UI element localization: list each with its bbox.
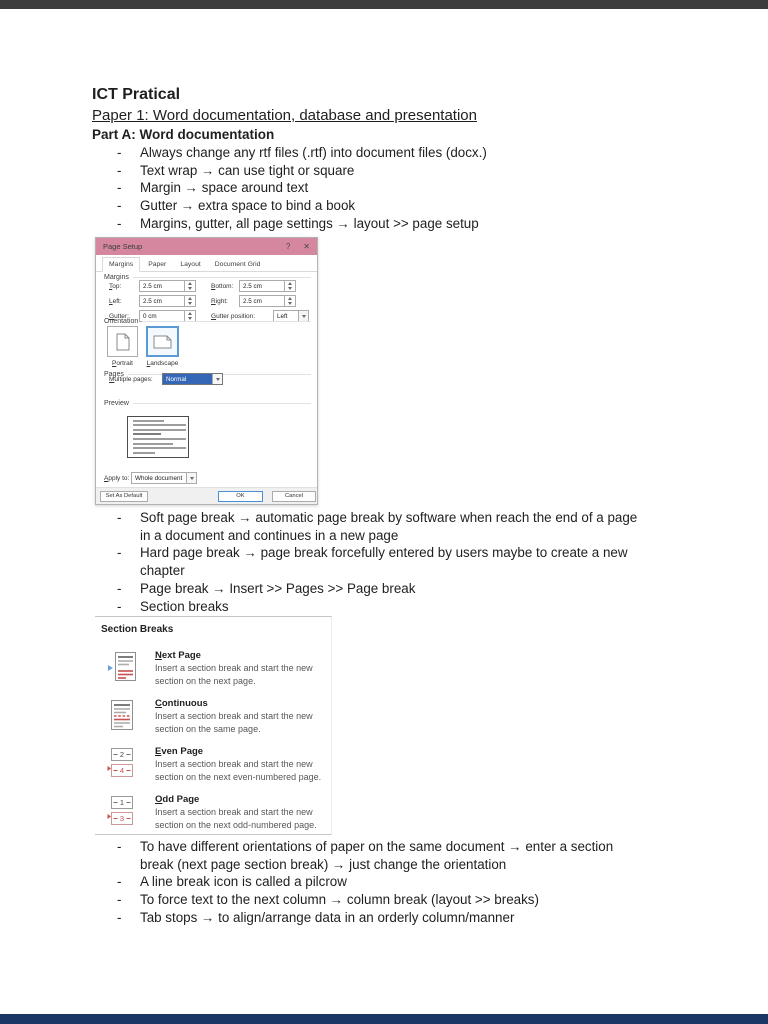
list-item (92, 162, 487, 180)
apply-to-dropdown[interactable] (131, 472, 197, 484)
paper-subtitle: Paper 1: Word documentation, database and presentation (92, 107, 477, 124)
menu-item-description: Insert a section break and start the new (155, 807, 313, 817)
bullet-text: To have different orientations of paper on the same document → enter a section (140, 839, 614, 854)
spinner-icon[interactable] (184, 281, 195, 291)
multiple-pages-value: Normal (163, 374, 212, 384)
landscape-label: Landscape (146, 360, 179, 367)
bullet-text: Section breaks (140, 598, 229, 614)
bullet-text: To force text to the next column → column break (layout >> breaks) (140, 892, 539, 908)
multiple-pages-dropdown[interactable] (162, 373, 223, 385)
menu-item-odd-page[interactable] (95, 794, 331, 840)
bullet-text: Margin → space around text (140, 180, 309, 196)
ok-button[interactable]: OK (218, 491, 263, 502)
bullet-text: Text wrap → can use tight or square (140, 162, 355, 178)
bullet-dash: - (117, 215, 122, 231)
bullet-text: A line break icon is called a pilcrow (140, 874, 347, 890)
page-title: ICT Pratical (92, 86, 181, 103)
margins-group-header: Margins (104, 274, 311, 281)
dialog-tab-strip (96, 255, 317, 272)
top-margin-input[interactable] (139, 280, 196, 292)
bullet-text: Tab stops → to align/arrange data in an orderly column/manner (140, 909, 515, 925)
right-margin-label: Right: (211, 298, 228, 305)
next-page-break-icon (107, 651, 137, 683)
menu-item-description: section on the next odd-numbered page. (155, 820, 317, 830)
dialog-title-bar[interactable] (96, 238, 317, 255)
left-margin-value: 2.5 cm (143, 298, 162, 305)
bullet-dash: - (117, 145, 122, 160)
bullet-list-2 (92, 509, 637, 615)
menu-item-label: Continuous (155, 698, 208, 709)
menu-item-description: Insert a section break and start the new (155, 711, 313, 721)
bullet-dash: - (117, 162, 122, 178)
even-page-top-number: 2 (119, 750, 125, 759)
bullet-dash: - (117, 180, 122, 196)
bullet-text: chapter (140, 563, 185, 579)
odd-page-break-icon (107, 795, 137, 827)
menu-item-continuous[interactable] (95, 698, 331, 744)
cancel-button[interactable]: Cancel (272, 491, 316, 502)
portrait-page-icon (116, 333, 130, 351)
continuous-break-icon (107, 699, 137, 731)
bottom-margin-input[interactable] (239, 280, 296, 292)
list-item (92, 144, 487, 162)
gutter-position-label: Gutter position: (211, 313, 256, 320)
section-breaks-heading: Section Breaks (101, 624, 174, 635)
bullet-text: in a document and continues in a new page (140, 527, 399, 543)
right-margin-value: 2.5 cm (243, 298, 262, 305)
bullet-dash: - (117, 545, 122, 561)
left-margin-input[interactable] (139, 295, 196, 307)
menu-item-description: section on the next even-numbered page. (155, 772, 322, 782)
pages-group-header: Pages (104, 371, 311, 378)
spinner-icon[interactable] (184, 296, 195, 306)
top-margin-label: Top: (109, 283, 122, 290)
apply-to-value: Whole document (135, 475, 183, 482)
page-setup-dialog (95, 237, 318, 505)
list-item (92, 838, 613, 873)
top-edge-bar (0, 0, 768, 9)
top-margin-value: 2.5 cm (143, 283, 162, 290)
list-item (92, 215, 487, 233)
list-item (92, 909, 613, 927)
part-heading: Part A: Word documentation (92, 127, 275, 142)
bullet-dash: - (117, 580, 122, 596)
list-item (92, 544, 637, 579)
set-as-default-button[interactable]: Set As Default (100, 491, 148, 502)
gutter-position-value: Left (277, 313, 288, 320)
portrait-button[interactable] (107, 326, 138, 357)
list-item (92, 598, 637, 616)
bullet-dash: - (117, 510, 122, 525)
bullet-dash: - (117, 892, 122, 908)
dialog-title: Page Setup (103, 242, 143, 251)
multiple-pages-label: Multiple pages: (109, 376, 153, 383)
list-item (92, 179, 487, 197)
bullet-list-3 (92, 838, 613, 927)
spinner-icon[interactable] (284, 281, 295, 291)
bullet-text: Hard page break → page break forcefully entered by users maybe to create a new (140, 545, 628, 561)
menu-item-description: section on the next page. (155, 676, 256, 686)
left-margin-label: Left: (109, 298, 122, 305)
tab-document-grid[interactable]: Document Grid (214, 261, 261, 268)
list-item (92, 873, 613, 891)
gutter-value: 0 cm (143, 313, 157, 320)
menu-item-label: Odd Page (155, 794, 200, 805)
section-breaks-menu (95, 616, 332, 835)
list-item (92, 891, 613, 909)
bullet-text: Gutter → extra space to bind a book (140, 198, 356, 214)
odd-page-top-number: 1 (119, 798, 125, 807)
orientation-group-header: Orientation (104, 318, 311, 325)
bullet-dash: - (117, 198, 122, 214)
even-page-break-icon (107, 747, 137, 779)
chevron-down-icon[interactable] (212, 374, 222, 384)
tab-paper[interactable]: Paper (148, 261, 167, 268)
bullet-dash: - (117, 598, 122, 614)
odd-page-bottom-number: 3 (119, 814, 125, 823)
bullet-dash: - (117, 874, 122, 890)
landscape-button[interactable] (146, 326, 179, 357)
right-margin-input[interactable] (239, 295, 296, 307)
bullet-text: break (next page section break) → just change the orientation (140, 856, 507, 872)
bullet-text: Margins, gutter, all page settings → layout >> page setup (140, 215, 479, 231)
bullet-list-1 (92, 144, 487, 233)
gutter-label: Gutter: (109, 313, 129, 320)
menu-item-description: section on the same page. (155, 724, 261, 734)
bullet-dash: - (117, 909, 122, 925)
bottom-margin-value: 2.5 cm (243, 283, 262, 290)
bottom-edge-bar (0, 1014, 768, 1024)
tab-layout[interactable]: Layout (180, 261, 201, 268)
spinner-icon[interactable] (284, 296, 295, 306)
bullet-text: Page break → Insert >> Pages >> Page break (140, 580, 416, 596)
menu-item-label: Next Page (155, 650, 201, 661)
help-icon[interactable]: ? (285, 242, 291, 251)
bullet-text: Soft page break → automatic page break by software when reach the end of a page (140, 510, 638, 525)
bullet-text: Always change any rtf files (.rtf) into document files (docx.) (140, 145, 487, 160)
preview-group-header: Preview (104, 400, 311, 407)
preview-thumbnail (127, 416, 189, 458)
bullet-dash: - (117, 839, 122, 854)
portrait-label: Portrait (112, 360, 133, 367)
apply-to-label: Apply to: (104, 475, 130, 482)
tab-margins[interactable]: Margins (102, 257, 140, 272)
even-page-bottom-number: 4 (119, 766, 125, 775)
list-item (92, 197, 487, 215)
chevron-down-icon[interactable] (186, 473, 196, 483)
menu-item-description: Insert a section break and start the new (155, 663, 313, 673)
menu-item-next-page[interactable] (95, 650, 331, 696)
menu-item-label: Even Page (155, 746, 204, 757)
landscape-page-icon (153, 335, 172, 349)
bottom-margin-label: Bottom: (211, 283, 234, 290)
list-item (92, 509, 637, 544)
menu-item-even-page[interactable] (95, 746, 331, 792)
list-item (92, 580, 637, 598)
menu-item-description: Insert a section break and start the new (155, 759, 313, 769)
close-icon[interactable]: ✕ (303, 242, 310, 251)
